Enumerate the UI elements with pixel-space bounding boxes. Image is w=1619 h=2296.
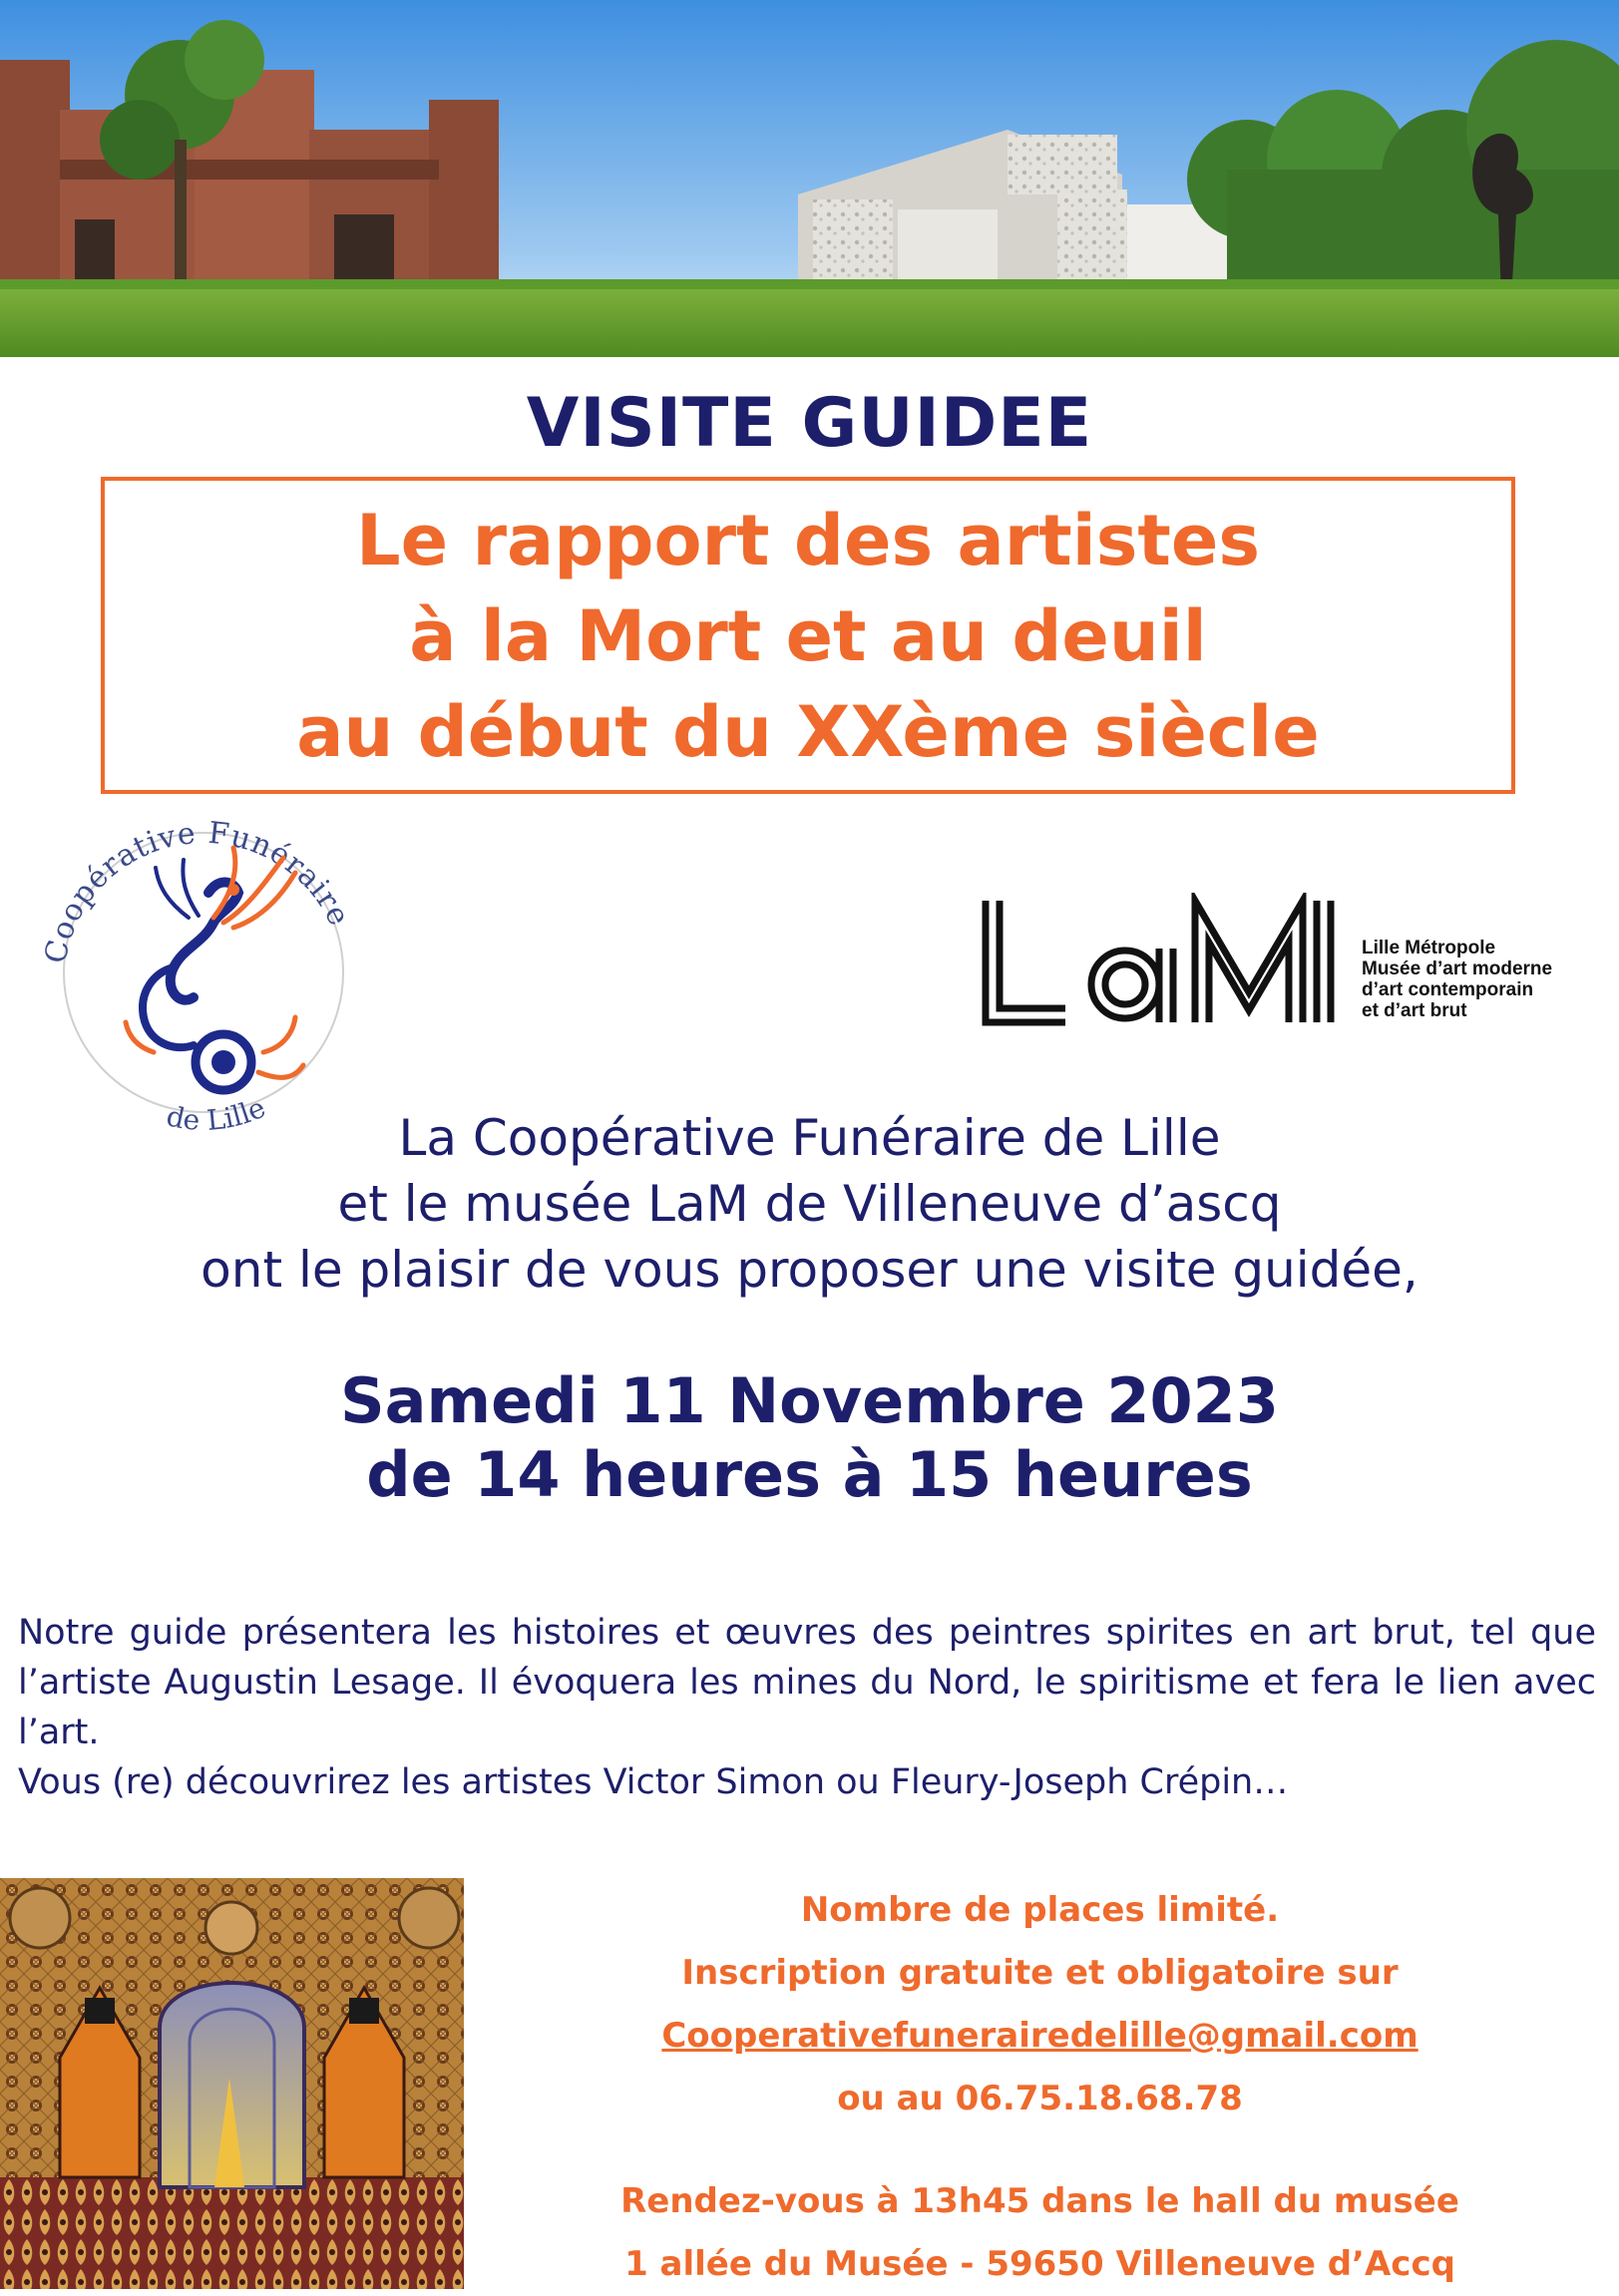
- lam-caption-line: et d’art brut: [1362, 1000, 1467, 1021]
- email-link[interactable]: Cooperativefunerairedelille@gmail.com: [661, 2016, 1418, 2056]
- event-date: Samedi 11 Novembre 2023: [340, 1364, 1279, 1437]
- phone-text: ou au 06.75.18.68.78: [837, 2079, 1243, 2118]
- subtitle-line: au début du XXème siècle: [296, 691, 1320, 773]
- address-text: 1 allée du Musée - 59650 Villeneuve d’Accq: [624, 2244, 1455, 2284]
- intro-line: La Coopérative Funéraire de Lille: [398, 1109, 1221, 1167]
- intro-line: et le musée LaM de Villeneuve d’ascq: [337, 1175, 1282, 1233]
- inscription-text: Inscription gratuite et obligatoire sur: [681, 1953, 1399, 1993]
- lam-caption: [1362, 938, 1601, 1021]
- subtitle-line: à la Mort et au deuil: [409, 595, 1207, 677]
- description: [18, 1608, 1596, 1807]
- subtitle-box: [101, 477, 1515, 794]
- lam-logo: [978, 893, 1596, 1032]
- description-line: Vous (re) découvrirez les artistes Victor Simon ou Fleury-Joseph Crépin…: [18, 1762, 1289, 1802]
- intro-line: ont le plaisir de vous proposer une visite guidée,: [201, 1241, 1418, 1299]
- description-paragraph: Notre guide présentera les histoires et œuvres des peintres spirites en art brut, tel que l’artiste Augustin Lesage. Il évoquera les mines du Nord, le spiritisme et fera le lien avec l’art.: [18, 1613, 1596, 1752]
- page-title: VISITE GUIDEE: [526, 384, 1093, 463]
- lam-caption-line: Musée d’art moderne: [1362, 958, 1553, 979]
- artwork-painting: [0, 1878, 464, 2289]
- lam-caption-line: Lille Métropole: [1362, 938, 1496, 958]
- hero-photo: [0, 0, 1619, 357]
- event-datetime: [0, 1364, 1619, 1512]
- rdv-text: Rendez-vous à 13h45 dans le hall du musée: [620, 2181, 1459, 2221]
- coop-arc-top: Coopérative Funéraire: [38, 815, 357, 967]
- lam-wordmark: [978, 893, 1347, 1032]
- event-time: de 14 heures à 15 heures: [366, 1438, 1253, 1511]
- coop-arc-bottom: de Lille: [163, 1090, 271, 1137]
- lam-caption-line: d’art contemporain: [1362, 979, 1534, 1000]
- subtitle-line: Le rapport des artistes: [356, 500, 1260, 581]
- places-limit: Nombre de places limité.: [800, 1890, 1280, 1930]
- intro-text: [0, 1105, 1619, 1303]
- registration-info: [539, 1879, 1541, 2296]
- coop-funeraire-logo: [34, 798, 373, 1157]
